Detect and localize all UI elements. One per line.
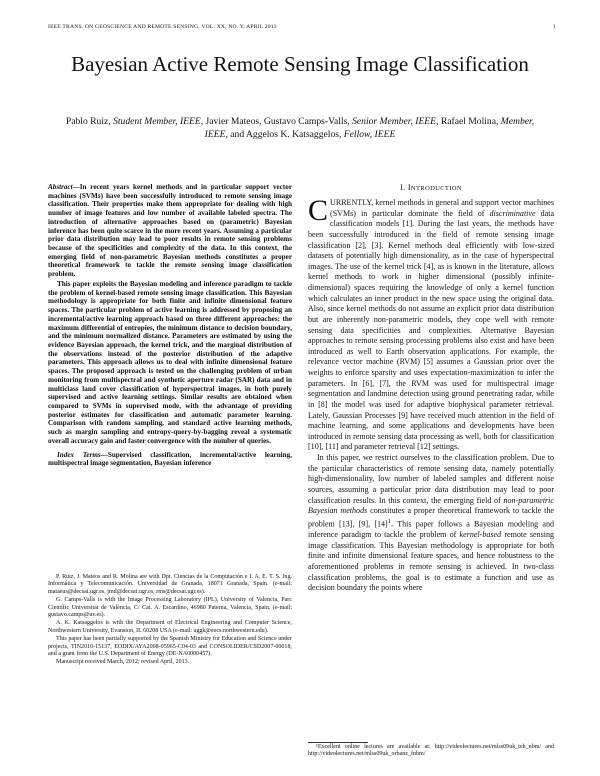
author-katsaggelos-role: Fellow, IEEE xyxy=(343,128,396,140)
right-column xyxy=(308,183,554,594)
section-name: NTRODUCTION xyxy=(410,185,462,192)
footnote-rule xyxy=(308,742,368,743)
intro-p1-emphasis: discriminative xyxy=(489,208,536,218)
footnote-funding: This paper has been partially supported by the Spanish Ministry for Education and Science under projects, TIN2010-15137, EODIX/AYA2008-05965-C04-03 and CONSOLIDER/CSD2007-00018, and a grant from the U.S. Department of Energy (DE-NA0000457). xyxy=(48,636,292,658)
author-list xyxy=(56,116,544,141)
lectures-footnote-text: ¹Excellent online lectures are available at: http://videolectures.net/mlss09uk_teh_nbm/ and http://videolectures.net/mlss09uk_orbanz_fnbm/ xyxy=(308,744,554,758)
footnote-northwestern: A. K. Katsaggelos is with the Department of Electrical Engineering and Computer Science, Northwestern University, Evanston, IL 60208 USA (e-mail: aggk@eecs.northwestern.edu). xyxy=(48,620,292,634)
intro-paragraph-1 xyxy=(308,194,555,453)
affiliation-footnotes xyxy=(48,574,292,668)
author-ruiz: Pablo Ruiz, xyxy=(65,116,111,127)
author-molina: Rafael Molina, xyxy=(440,116,499,127)
intro-paragraph-2 xyxy=(308,453,554,594)
footnote-ipl: G. Camps-Valls is with the Image Processing Laboratory (IPL), University of Valencia, Parc Científic Universitat de València, C/ Cat. A. Escardino, 46980 Paterna, Valencia, Spain. (e-mail: gustavo.camps@uv.es). xyxy=(48,597,292,619)
author-molina-role: Member, IEEE, xyxy=(204,116,535,140)
section-heading-introduction xyxy=(308,183,554,192)
drop-cap: C xyxy=(308,194,329,227)
index-terms-label: Index Terms xyxy=(57,450,101,459)
intro-p2-a: In this paper, we restrict ourselves to the classification problem. Due to the particular characteristics of remote sensing data, namely potentially high-dimensionality, low number of labeled samples and different noise sources, assuming a particular prior data distribution may lead to poor classification results. In this context, the emerging field of xyxy=(308,453,554,505)
abstract-label: Abstract xyxy=(48,183,73,191)
footnote-ugr: P. Ruiz, J. Mateos and R. Molina are with Dpt. Ciencias de la Computación e I. A. E. T. S. Ing. Informática y Telecomunicación. Universidad de Granada, 18071 Granada, Spain. (e-mail: mataeus@decsai.ugr.es, jmd@decsai.ugr.es, rms@decsai.ugr.es). xyxy=(48,574,292,595)
intro-p2-d: remote sensing image classification. This Bayesian methodology is appropriate for both finite and infinite dimensional feature spaces, and hence robustness to the aforementioned problems in remote sensing is achieved. In two-class classification problems, the goal is to estimate a function and use as decision boundary the points where xyxy=(308,530,554,593)
intro-p2-emphasis-2: kernel-based xyxy=(459,530,502,540)
authors-mateos-camps: Javier Mateos, Gustavo Camps-Valls, xyxy=(205,116,350,127)
section-initial: I xyxy=(407,183,411,192)
intro-p2-emphasis-1: non-parametric Bayesian methods xyxy=(308,495,554,516)
lectures-footnote xyxy=(308,744,554,759)
abstract-paragraph-2: This paper exploits the Bayesian modeling and inference paradigm to tackle the problem of kernel-based remote sensing image classification. This Bayesian methodology is appropriate for both finite and infinite dimensional feature spaces. The particular problem of active learning is addressed by proposing an incremental/active learning approach based on three different approaches: the maximum differential of entropies, the minimum distance to decision boundary, and the minimum normalized distance. Parameters are estimated by using the evidence Bayesian approach, the kernel trick, and the marginal distribution of the observations instead of the posterior distribution of the adaptive parameters. This approach allows us to deal with infinite dimensional feature spaces. The proposed approach is tested on the challenging problem of urban monitoring from multispectral and synthetic aperture radar (SAR) data and in multiclass land cover classification of hyperspectral images, in both purely supervised and active learning settings. Similar results are obtained when compared to SVMs in supervised mode, with the advantage of providing posterior estimates for classification and automatic parameter learning. Comparison with random sampling, and standard active learning methods, such as margin sampling and entropy-query-by-bagging reveal a systematic overall accuracy gain and faster convergence with the number of queries. xyxy=(48,279,292,445)
index-terms-text: —Supervised classification, incremental/active learning, multispectral image segmentation, Bayesian inference xyxy=(48,450,292,468)
index-terms xyxy=(48,451,292,468)
page-number: 1 xyxy=(553,24,556,30)
footnote-marker: 1 xyxy=(387,517,392,525)
paper-title: Bayesian Active Remote Sensing Image Classification xyxy=(71,52,529,76)
author-ruiz-role: Student Member, IEEE, xyxy=(113,116,204,127)
running-header xyxy=(48,24,556,30)
author-katsaggelos: and Aggelos K. Katsaggelos, xyxy=(230,128,342,140)
intro-p1-rest: data classification models [1]. During the last years, the methods have been successfully introduced in the field of remote sensing image classification [2], [3]. Kernel methods deal efficiently with low-sized datasets of potentially high dimensionality, as in the case of hyperspectral images. The use of the kernel trick [4], as is known in the literature, allows kernel methods to work in higher dimensional (possibly infinite-dimensional) spaces requiring the knowledge of only a kernel function which calculates an inner product in the new space using the original data. Also, since kernel methods do not assume an explicit prior data distribution but are inherently non-parametric models, they cope well with remote sensing data specificities and complexities. Alternative Bayesian approaches to remote sensing processing problems also exist and have been introduced as well to Earth observation applications. For example, the relevance vector machine (RVM) [5] assumes a Gaussian prior over the weights to enforce sparsity and uses expectation-maximization to infer the parameters. In [6], [7], the RVM was used for multispectral image segmentation and landmine detection using ground penetrating radar, while in [8] the model was used for adaptive biophysical parameter retrieval. Lately, Gaussian Processes [9] have received much attention in the field of machine learning, and some applications and developments have been introduced in remote sensing data processing as well, both for classification [10], [11] and parameter retrieval [12] settings. xyxy=(308,208,555,452)
left-column xyxy=(48,183,292,468)
section-number: I. xyxy=(400,183,406,192)
intro-p2-b: constitutes a proper theoretical framework to tackle the problem [13], [9], [14] xyxy=(308,506,554,529)
author-camps-role: Senior Member, IEEE, xyxy=(352,116,439,127)
intro-p1-lead: URRENTLY, kernel methods in general and support vector machines (SVMs) in particular dominate the field of xyxy=(330,198,554,218)
intro-p2-c: . This paper follows a Bayesian modeling and inference paradigm to tackle the problem of xyxy=(308,519,554,540)
journal-header: IEEE TRANS. ON GEOSCIENCE AND REMOTE SENSING, VOL. XX, NO. Y, APRIL 2013 xyxy=(48,24,277,30)
abstract-paragraph-1 xyxy=(48,183,292,279)
footnote-manuscript: Manuscript received March, 2012; revised April, 2013. xyxy=(56,659,190,666)
abstract-text-1: —In recent years kernel methods and in particular support vector machines (SVMs) have been successfully introduced to remote sensing image classification. Their properties make them appropriate for dealing with high number of image features and low number of available labeled spectra. The introduction of alternative approaches based on (parametric) Bayesian inference has been quite scarce in the more recent years. Assuming a particular prior data distribution may lead to poor results in remote sensing problems because of the specificities and complexity of the data. In this context, the emerging field of non-parametric Bayesian methods constitutes a proper theoretical framework to tackle the remote sensing image classification problem. xyxy=(48,183,292,279)
